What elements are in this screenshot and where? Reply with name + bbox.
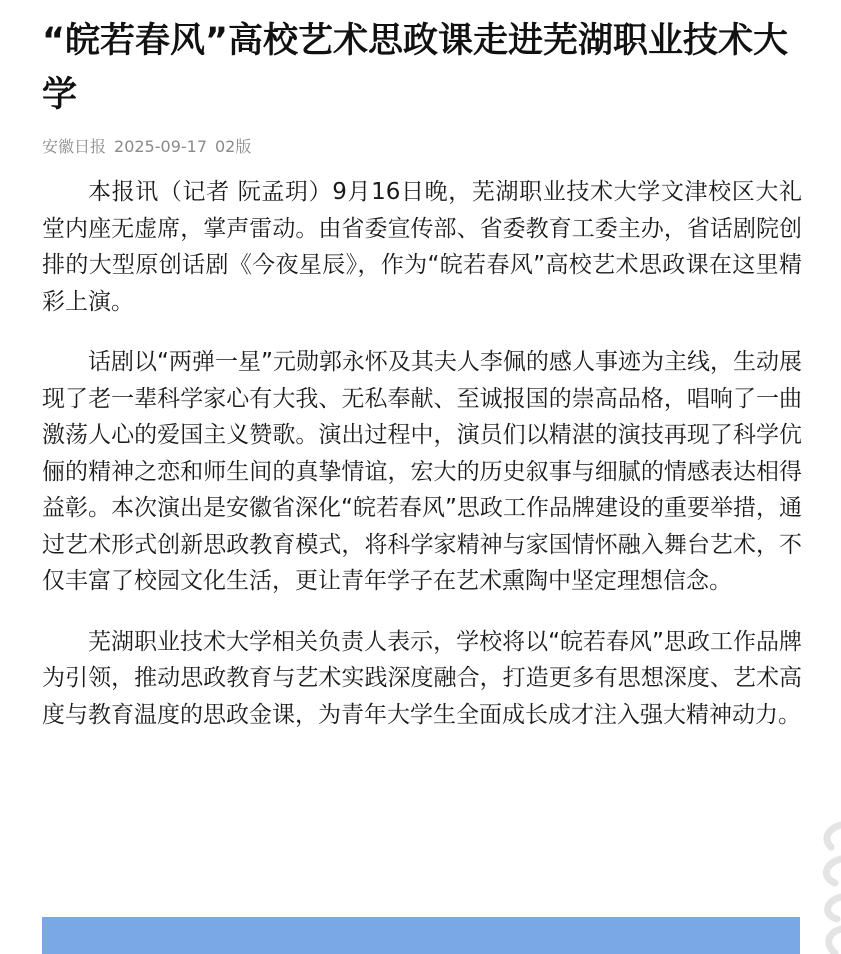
article-paragraph-2: 话剧以“两弹一星”元勋郭永怀及其夫人李佩的感人事迹为主线，生动展现了老一辈科学家心有大我、无私奉献、至诚报国的崇高品格，唱响了一曲激荡人心的爱国主义赞歌。演出过程中，演员们以精湛的演技再现了科学伉俪的精神之恋和师生间的真挚情谊，宏大的历史叙事与细腻的情感表达相得益彰。本次演出是安徽省深化“皖若春风”思政工作品牌建设的重要举措，通过艺术形式创新思政教育模式，将科学家精神与家国情怀融入舞台艺术，不仅丰富了校园文化生活，更让青年学子在艺术熏陶中坚定理想信念。 — [42, 349, 802, 594]
article-source: 安徽日报 — [42, 137, 107, 156]
article-page: 02版 — [215, 137, 252, 156]
article-meta — [42, 136, 802, 158]
article-date: 2025-09-17 — [114, 137, 207, 156]
article-title: “皖若春风”高校艺术思政课走进芜湖职业技术大学 — [42, 21, 789, 115]
article — [42, 0, 802, 757]
article-image — [42, 917, 800, 954]
article-paragraph-3: 芜湖职业技术大学相关负责人表示，学校将以“皖若春风”思政工作品牌为引领，推动思政教育与艺术实践深度融合，打造更多有思想深度、艺术高度与教育温度的思政金课，为青年大学生全面成长成才注入强大精神动力。 — [42, 628, 802, 728]
watermark-icon — [801, 815, 841, 954]
article-body — [42, 174, 802, 733]
article-paragraph-1: 本报讯（记者 阮孟玥）9月16日晚，芜湖职业技术大学文津校区大礼堂内座无虚席，掌声雷动。由省委宣传部、省委教育工委主办，省话剧院创排的大型原创话剧《今夜星辰》，作为“皖若春风”高校艺术思政课在这里精彩上演。 — [42, 179, 802, 315]
